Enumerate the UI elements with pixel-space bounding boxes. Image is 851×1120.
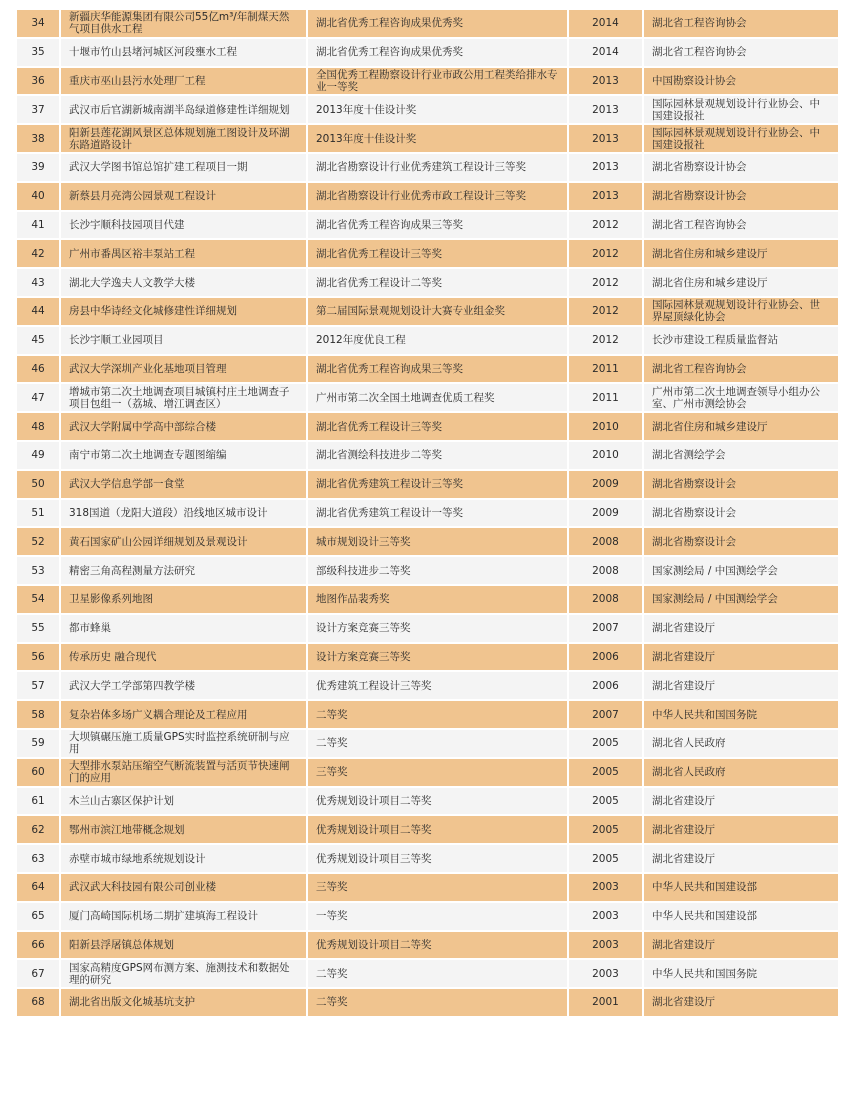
award-year: 2003 xyxy=(568,873,643,902)
row-number: 58 xyxy=(16,700,60,729)
award-name: 城市规划设计三等奖 xyxy=(307,527,568,556)
table-row xyxy=(16,815,839,844)
row-number: 68 xyxy=(16,988,60,1017)
award-year: 2007 xyxy=(568,614,643,643)
project-name: 武汉武大科技园有限公司创业楼 xyxy=(60,873,307,902)
row-number: 45 xyxy=(16,326,60,355)
award-year: 2003 xyxy=(568,931,643,960)
project-name: 新疆庆华能源集团有限公司55亿m³/年制煤天然气项目供水工程 xyxy=(60,9,307,38)
project-name: 南宁市第二次土地调查专题图缩编 xyxy=(60,441,307,470)
row-number: 59 xyxy=(16,729,60,758)
project-name: 房县中华诗经文化城修建性详细规划 xyxy=(60,297,307,326)
award-year: 2013 xyxy=(568,124,643,153)
award-name: 二等奖 xyxy=(307,959,568,988)
award-name: 2013年度十佳设计奖 xyxy=(307,124,568,153)
award-year: 2007 xyxy=(568,700,643,729)
award-name: 湖北省优秀工程设计三等奖 xyxy=(307,239,568,268)
award-year: 2006 xyxy=(568,671,643,700)
table-row xyxy=(16,211,839,240)
table-row xyxy=(16,95,839,124)
award-name: 湖北省优秀工程设计二等奖 xyxy=(307,268,568,297)
table-row xyxy=(16,297,839,326)
award-name: 二等奖 xyxy=(307,700,568,729)
award-name: 湖北省优秀工程设计三等奖 xyxy=(307,412,568,441)
project-name: 黄石国家矿山公园详细规划及景观设计 xyxy=(60,527,307,556)
award-name: 湖北省优秀工程咨询成果优秀奖 xyxy=(307,9,568,38)
row-number: 67 xyxy=(16,959,60,988)
table-row xyxy=(16,758,839,787)
awarding-organization: 湖北省工程咨询协会 xyxy=(643,211,839,240)
awarding-organization: 长沙市建设工程质量监督站 xyxy=(643,326,839,355)
awarding-organization: 国际园林景观规划设计行业协会、中国建设报社 xyxy=(643,95,839,124)
awarding-organization: 湖北省住房和城乡建设厅 xyxy=(643,239,839,268)
table-row xyxy=(16,470,839,499)
awarding-organization: 中国勘察设计协会 xyxy=(643,67,839,96)
award-year: 2005 xyxy=(568,844,643,873)
row-number: 56 xyxy=(16,643,60,672)
table-row xyxy=(16,643,839,672)
row-number: 53 xyxy=(16,556,60,585)
awarding-organization: 中华人民共和国国务院 xyxy=(643,959,839,988)
award-year: 2009 xyxy=(568,499,643,528)
award-year: 2006 xyxy=(568,643,643,672)
award-year: 2008 xyxy=(568,527,643,556)
row-number: 49 xyxy=(16,441,60,470)
award-year: 2011 xyxy=(568,355,643,384)
awarding-organization: 中华人民共和国建设部 xyxy=(643,873,839,902)
project-name: 318国道（龙阳大道段）沿线地区城市设计 xyxy=(60,499,307,528)
awarding-organization: 湖北省工程咨询协会 xyxy=(643,355,839,384)
project-name: 传承历史 融合现代 xyxy=(60,643,307,672)
row-number: 38 xyxy=(16,124,60,153)
award-year: 2014 xyxy=(568,38,643,67)
awarding-organization: 湖北省建设厅 xyxy=(643,614,839,643)
award-name: 湖北省优秀建筑工程设计三等奖 xyxy=(307,470,568,499)
table-row xyxy=(16,671,839,700)
table-row xyxy=(16,441,839,470)
project-name: 武汉大学图书馆总馆扩建工程项目一期 xyxy=(60,153,307,182)
awarding-organization: 湖北省建设厅 xyxy=(643,988,839,1017)
award-name: 优秀建筑工程设计三等奖 xyxy=(307,671,568,700)
awarding-organization: 湖北省工程咨询协会 xyxy=(643,9,839,38)
row-number: 57 xyxy=(16,671,60,700)
awarding-organization: 国家测绘局 / 中国测绘学会 xyxy=(643,556,839,585)
awarding-organization: 湖北省人民政府 xyxy=(643,729,839,758)
project-name: 赤壁市城市绿地系统规划设计 xyxy=(60,844,307,873)
award-year: 2013 xyxy=(568,95,643,124)
award-year: 2005 xyxy=(568,758,643,787)
table-row xyxy=(16,988,839,1017)
project-name: 都市蜂巢 xyxy=(60,614,307,643)
award-name: 优秀规划设计项目二等奖 xyxy=(307,787,568,816)
project-name: 武汉大学信息学部一食堂 xyxy=(60,470,307,499)
awarding-organization: 湖北省勘察设计会 xyxy=(643,527,839,556)
award-year: 2008 xyxy=(568,585,643,614)
award-year: 2003 xyxy=(568,902,643,931)
table-row xyxy=(16,499,839,528)
award-name: 优秀规划设计项目二等奖 xyxy=(307,815,568,844)
row-number: 60 xyxy=(16,758,60,787)
table-row xyxy=(16,787,839,816)
project-name: 武汉大学工学部第四教学楼 xyxy=(60,671,307,700)
row-number: 48 xyxy=(16,412,60,441)
award-year: 2005 xyxy=(568,787,643,816)
awarding-organization: 国家测绘局 / 中国测绘学会 xyxy=(643,585,839,614)
row-number: 37 xyxy=(16,95,60,124)
award-name: 全国优秀工程勘察设计行业市政公用工程类给排水专业一等奖 xyxy=(307,67,568,96)
row-number: 65 xyxy=(16,902,60,931)
row-number: 64 xyxy=(16,873,60,902)
table-row xyxy=(16,182,839,211)
project-name: 阳新县莲花湖风景区总体规划施工图设计及环湖东路道路设计 xyxy=(60,124,307,153)
row-number: 39 xyxy=(16,153,60,182)
project-name: 十堰市竹山县堵河城区河段壅水工程 xyxy=(60,38,307,67)
awarding-organization: 湖北省住房和城乡建设厅 xyxy=(643,268,839,297)
project-name: 阳新县浮屠镇总体规划 xyxy=(60,931,307,960)
project-name: 重庆市巫山县污水处理厂工程 xyxy=(60,67,307,96)
project-name: 国家高精度GPS网布测方案、施测技术和数据处理的研究 xyxy=(60,959,307,988)
awarding-organization: 湖北省建设厅 xyxy=(643,643,839,672)
awarding-organization: 湖北省测绘学会 xyxy=(643,441,839,470)
project-name: 武汉大学深圳产业化基地项目管理 xyxy=(60,355,307,384)
row-number: 50 xyxy=(16,470,60,499)
award-year: 2014 xyxy=(568,9,643,38)
project-name: 增城市第二次土地调查项目城镇村庄土地调查子项目包组一（荔城、增江调查区） xyxy=(60,383,307,412)
award-year: 2010 xyxy=(568,441,643,470)
project-name: 复杂岩体多场广义耦合理论及工程应用 xyxy=(60,700,307,729)
row-number: 42 xyxy=(16,239,60,268)
award-year: 2012 xyxy=(568,239,643,268)
table-row xyxy=(16,153,839,182)
row-number: 52 xyxy=(16,527,60,556)
table-row xyxy=(16,729,839,758)
award-name: 2013年度十佳设计奖 xyxy=(307,95,568,124)
award-year: 2013 xyxy=(568,67,643,96)
award-name: 二等奖 xyxy=(307,729,568,758)
table-row xyxy=(16,902,839,931)
award-year: 2012 xyxy=(568,326,643,355)
awarding-organization: 湖北省勘察设计协会 xyxy=(643,182,839,211)
award-year: 2011 xyxy=(568,383,643,412)
table-row xyxy=(16,556,839,585)
table-row xyxy=(16,67,839,96)
award-year: 2003 xyxy=(568,959,643,988)
table-row xyxy=(16,844,839,873)
awarding-organization: 国际园林景观规划设计行业协会、中国建设报社 xyxy=(643,124,839,153)
award-name: 三等奖 xyxy=(307,758,568,787)
project-name: 精密三角高程测量方法研究 xyxy=(60,556,307,585)
award-name: 湖北省优秀工程咨询成果优秀奖 xyxy=(307,38,568,67)
project-name: 武汉大学附属中学高中部综合楼 xyxy=(60,412,307,441)
table-row xyxy=(16,239,839,268)
row-number: 47 xyxy=(16,383,60,412)
award-year: 2013 xyxy=(568,153,643,182)
table-row xyxy=(16,931,839,960)
table-row xyxy=(16,614,839,643)
row-number: 34 xyxy=(16,9,60,38)
table-row xyxy=(16,412,839,441)
award-name: 第二届国际景观规划设计大赛专业组金奖 xyxy=(307,297,568,326)
project-name: 湖北大学逸夫人文教学大楼 xyxy=(60,268,307,297)
table-row xyxy=(16,959,839,988)
project-name: 鄂州市滨江地带概念规划 xyxy=(60,815,307,844)
award-name: 广州市第二次全国土地调查优质工程奖 xyxy=(307,383,568,412)
table-row xyxy=(16,355,839,384)
awarding-organization: 广州市第二次土地调查领导小组办公室、广州市测绘协会 xyxy=(643,383,839,412)
awarding-organization: 湖北省人民政府 xyxy=(643,758,839,787)
award-year: 2005 xyxy=(568,815,643,844)
award-year: 2012 xyxy=(568,297,643,326)
awarding-organization: 湖北省住房和城乡建设厅 xyxy=(643,412,839,441)
awarding-organization: 国际园林景观规划设计行业协会、世界屋顶绿化协会 xyxy=(643,297,839,326)
row-number: 54 xyxy=(16,585,60,614)
award-year: 2010 xyxy=(568,412,643,441)
row-number: 51 xyxy=(16,499,60,528)
awards-table xyxy=(15,8,840,1018)
award-name: 二等奖 xyxy=(307,988,568,1017)
project-name: 长沙宇顺工业园项目 xyxy=(60,326,307,355)
row-number: 63 xyxy=(16,844,60,873)
award-name: 2012年度优良工程 xyxy=(307,326,568,355)
table-row xyxy=(16,268,839,297)
project-name: 卫星影像系列地图 xyxy=(60,585,307,614)
project-name: 大坝镇碾压施工质量GPS实时监控系统研制与应用 xyxy=(60,729,307,758)
award-name: 湖北省优秀建筑工程设计一等奖 xyxy=(307,499,568,528)
row-number: 43 xyxy=(16,268,60,297)
project-name: 木兰山古寨区保护计划 xyxy=(60,787,307,816)
awarding-organization: 湖北省勘察设计协会 xyxy=(643,153,839,182)
row-number: 61 xyxy=(16,787,60,816)
table-row xyxy=(16,383,839,412)
project-name: 大型排水泵站压缩空气断流装置与活页节快速闸门的应用 xyxy=(60,758,307,787)
award-name: 部级科技进步二等奖 xyxy=(307,556,568,585)
award-name: 地图作品裴秀奖 xyxy=(307,585,568,614)
award-year: 2013 xyxy=(568,182,643,211)
award-year: 2012 xyxy=(568,211,643,240)
table-row xyxy=(16,9,839,38)
row-number: 35 xyxy=(16,38,60,67)
row-number: 55 xyxy=(16,614,60,643)
table-row xyxy=(16,38,839,67)
award-name: 设计方案竞赛三等奖 xyxy=(307,614,568,643)
award-name: 湖北省优秀工程咨询成果三等奖 xyxy=(307,355,568,384)
awarding-organization: 湖北省勘察设计会 xyxy=(643,499,839,528)
row-number: 36 xyxy=(16,67,60,96)
project-name: 新蔡县月亮湾公园景观工程设计 xyxy=(60,182,307,211)
award-name: 优秀规划设计项目二等奖 xyxy=(307,931,568,960)
awarding-organization: 中华人民共和国建设部 xyxy=(643,902,839,931)
award-year: 2001 xyxy=(568,988,643,1017)
award-year: 2009 xyxy=(568,470,643,499)
table-row xyxy=(16,700,839,729)
awarding-organization: 湖北省建设厅 xyxy=(643,844,839,873)
award-name: 湖北省优秀工程咨询成果三等奖 xyxy=(307,211,568,240)
awards-table-body xyxy=(16,9,839,1017)
awarding-organization: 湖北省工程咨询协会 xyxy=(643,38,839,67)
project-name: 长沙宇顺科技园项目代建 xyxy=(60,211,307,240)
award-year: 2005 xyxy=(568,729,643,758)
row-number: 46 xyxy=(16,355,60,384)
awarding-organization: 湖北省建设厅 xyxy=(643,815,839,844)
project-name: 武汉市后官湖新城南湖半岛绿道修建性详细规划 xyxy=(60,95,307,124)
project-name: 厦门高崎国际机场二期扩建填海工程设计 xyxy=(60,902,307,931)
project-name: 湖北省出版文化城基坑支护 xyxy=(60,988,307,1017)
awarding-organization: 湖北省建设厅 xyxy=(643,931,839,960)
table-row xyxy=(16,873,839,902)
awarding-organization: 湖北省勘察设计会 xyxy=(643,470,839,499)
award-year: 2008 xyxy=(568,556,643,585)
row-number: 66 xyxy=(16,931,60,960)
award-name: 优秀规划设计项目三等奖 xyxy=(307,844,568,873)
row-number: 40 xyxy=(16,182,60,211)
award-name: 设计方案竞赛三等奖 xyxy=(307,643,568,672)
award-year: 2012 xyxy=(568,268,643,297)
table-row xyxy=(16,585,839,614)
award-name: 湖北省测绘科技进步二等奖 xyxy=(307,441,568,470)
award-name: 一等奖 xyxy=(307,902,568,931)
table-row xyxy=(16,527,839,556)
award-name: 湖北省勘察设计行业优秀市政工程设计三等奖 xyxy=(307,182,568,211)
row-number: 41 xyxy=(16,211,60,240)
awarding-organization: 湖北省建设厅 xyxy=(643,787,839,816)
table-row xyxy=(16,326,839,355)
project-name: 广州市番禺区裕丰泵站工程 xyxy=(60,239,307,268)
row-number: 62 xyxy=(16,815,60,844)
awarding-organization: 湖北省建设厅 xyxy=(643,671,839,700)
award-name: 湖北省勘察设计行业优秀建筑工程设计三等奖 xyxy=(307,153,568,182)
awarding-organization: 中华人民共和国国务院 xyxy=(643,700,839,729)
row-number: 44 xyxy=(16,297,60,326)
table-row xyxy=(16,124,839,153)
award-name: 三等奖 xyxy=(307,873,568,902)
